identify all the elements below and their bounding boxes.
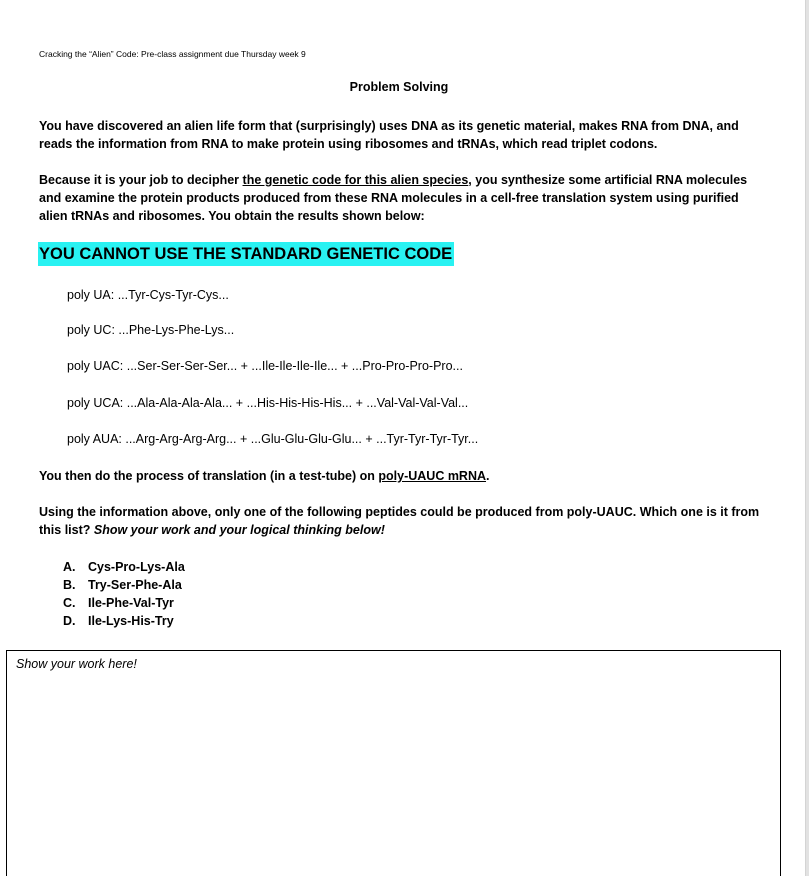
result-row-poly-aua: poly AUA: ...Arg-Arg-Arg-Arg... + ...Glu-Glu-Glu-Glu... + ...Tyr-Tyr-Tyr-Tyr... [67, 432, 479, 446]
option-letter: C. [63, 596, 76, 610]
result-row-poly-uac: poly UAC: ...Ser-Ser-Ser-Ser... + ...Ile-Ile-Ile-Ile... + ...Pro-Pro-Pro-Pro... [67, 359, 463, 373]
intro-paragraph-1: You have discovered an alien life form that (surprisingly) uses DNA as its genetic material, makes RNA from DNA, and reads the information from RNA to make protein using ribosomes and tRNAs, which read triplet codons. [39, 119, 739, 151]
option-text: Cys-Pro-Lys-Ala [88, 560, 185, 574]
translation-statement-start: You then do the process of translation (in a test-tube) on [39, 469, 379, 483]
translation-statement-end: . [486, 469, 490, 483]
question-emphasis: Show your work and your logical thinking below! [93, 523, 385, 537]
question-text [39, 503, 769, 539]
option-text: Try-Ser-Phe-Ala [88, 578, 182, 592]
result-row-poly-uca: poly UCA: ...Ala-Ala-Ala-Ala... + ...His-His-His-His... + ...Val-Val-Val-Val... [67, 396, 469, 410]
result-row-poly-ua: poly UA: ...Tyr-Cys-Tyr-Cys... [67, 288, 229, 302]
translation-statement [39, 467, 769, 485]
option-letter: B. [63, 578, 76, 592]
course-header: Cracking the “Alien” Code: Pre-class assignment due Thursday week 9 [39, 49, 306, 59]
intro-paragraph-2 [39, 171, 769, 225]
intro-paragraph-2-start: Because it is your job to decipher [39, 173, 243, 187]
genetic-code-link-text: the genetic code for this alien species [242, 173, 469, 187]
option-text: Ile-Phe-Val-Tyr [88, 596, 174, 610]
mrna-name: poly-UAUC mRNA [378, 469, 487, 483]
option-b [63, 576, 185, 594]
option-d [63, 612, 185, 630]
option-letter: A. [63, 560, 76, 574]
work-box-label: Show your work here! [16, 657, 137, 671]
option-letter: D. [63, 614, 76, 628]
answer-options-list [63, 558, 185, 630]
option-a [63, 558, 185, 576]
page-edge-shadow [805, 0, 809, 876]
section-title: Problem Solving [349, 80, 449, 94]
option-c [63, 594, 185, 612]
result-row-poly-uc: poly UC: ...Phe-Lys-Phe-Lys... [67, 323, 235, 337]
intro-paragraph-2-end: , you synthesize some artificial RNA molecules and examine the protein products produced from these RNA molecules in a cell-free translation system using purified alien tRNAs and ribosomes. You obtain the results shown below: [39, 173, 748, 223]
question-main: Using the information above, only one of the following peptides could be produced from poly-UAUC. Which one is it from this list? [39, 505, 760, 537]
warning-banner: YOU CANNOT USE THE STANDARD GENETIC CODE [38, 242, 454, 266]
option-text: Ile-Lys-His-Try [88, 614, 174, 628]
work-answer-box[interactable] [6, 650, 781, 876]
